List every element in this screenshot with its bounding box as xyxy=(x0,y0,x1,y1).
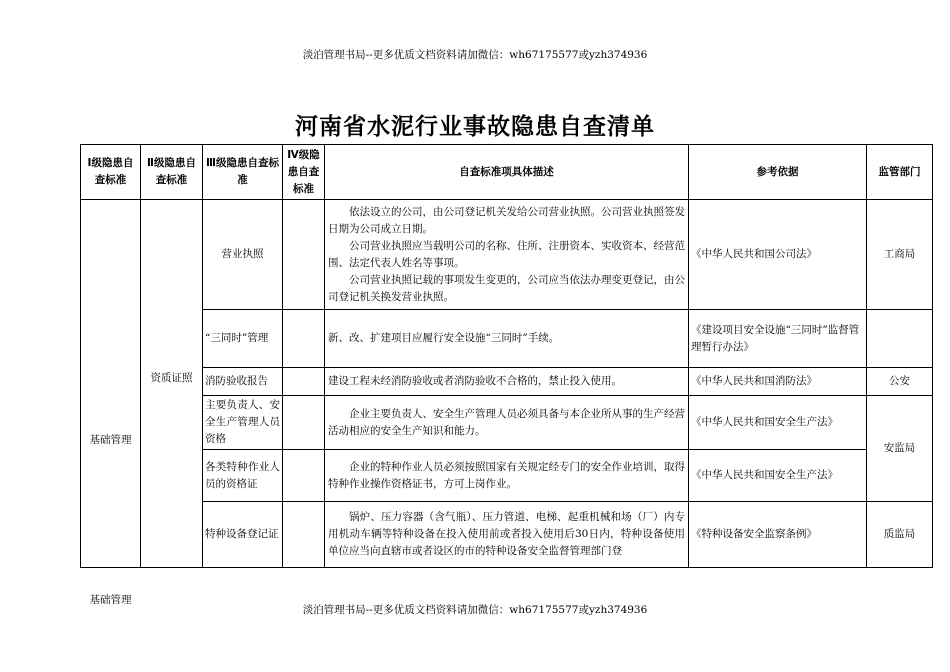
description-cell xyxy=(325,310,689,368)
table-row xyxy=(81,310,933,368)
level1-label: 基础管理 xyxy=(89,434,132,446)
level3-cell: 主要负责人、安全生产管理人员资格 xyxy=(203,396,283,450)
table-row xyxy=(81,200,933,310)
department-cell: 工商局 xyxy=(867,200,933,310)
reference-cell: 《建设项目安全设施“三同时”监督管理暂行办法》 xyxy=(689,310,867,368)
reference-cell: 《中华人民共和国公司法》 xyxy=(689,200,867,310)
description-text: 建设工程未经消防验收或者消防验收不合格的，禁止投入使用。 xyxy=(328,375,622,387)
reference-cell: 《中华人民共和国安全生产法》 xyxy=(689,450,867,502)
page-footer: 淡泊管理书局--更多优质文档资料请加微信：wh67175577或yzh374936 xyxy=(302,604,648,616)
level4-cell xyxy=(283,368,325,396)
description-paragraph: 企业的特种作业人员必须按照国家有关规定经专门的安全作业培训，取得特种作业操作资格证书，方可上岗作业。 xyxy=(328,460,685,490)
description-text: 新、改、扩建项目应履行安全设施“三同时”手续。 xyxy=(328,332,560,344)
description-cell xyxy=(325,200,689,310)
department-cell xyxy=(867,310,933,368)
description-paragraph: 企业主要负责人、安全生产管理人员必须具备与本企业所从事的生产经营活动相应的安全生产知识和能力。 xyxy=(328,407,685,437)
level3-cell: 消防验收报告 xyxy=(203,368,283,396)
col-header-level3: Ⅲ级隐患自查标准 xyxy=(203,145,283,200)
level4-cell xyxy=(283,310,325,368)
table-row xyxy=(81,368,933,396)
level4-cell xyxy=(283,396,325,450)
level3-cell: 营业执照 xyxy=(203,200,283,310)
level1-cell xyxy=(81,200,141,606)
level2-label: 资质证照 xyxy=(150,372,193,384)
description-cell xyxy=(325,450,689,502)
level4-cell xyxy=(283,450,325,502)
page-header: 淡泊管理书局--更多优质文档资料请加微信：wh67175577或yzh374936 xyxy=(302,49,648,61)
table-row xyxy=(81,502,933,568)
level1-label-repeat: 基础管理 xyxy=(89,594,132,606)
table-row xyxy=(81,396,933,450)
level3-cell: 各类特种作业人员的资格证 xyxy=(203,450,283,502)
checklist-table xyxy=(80,144,933,606)
col-header-level2: Ⅱ级隐患自查标准 xyxy=(141,145,203,200)
reference-cell: 《特种设备安全监察条例》 xyxy=(689,502,867,568)
description-paragraph: 公司营业执照应当载明公司的名称、住所、注册资本、实收资本、经营范围、法定代表人姓名等事项。 xyxy=(328,239,685,269)
description-cell xyxy=(325,396,689,450)
level4-cell xyxy=(283,502,325,568)
col-header-level1: Ⅰ级隐患自查标准 xyxy=(81,145,141,200)
table-header-row xyxy=(81,145,933,200)
level3-cell: “三同时”管理 xyxy=(203,310,283,368)
department-cell: 安监局 xyxy=(867,396,933,502)
checklist-table-wrapper xyxy=(80,144,921,606)
level4-cell xyxy=(283,200,325,310)
description-cell xyxy=(325,502,689,568)
col-header-reference: 参考依据 xyxy=(689,145,867,200)
department-cell: 公安 xyxy=(867,368,933,396)
table-row xyxy=(81,450,933,502)
department-cell: 质监局 xyxy=(867,502,933,568)
col-header-department: 监管部门 xyxy=(867,145,933,200)
description-paragraph: 依法设立的公司，由公司登记机关发给公司营业执照。公司营业执照签发日期为公司成立日期。 xyxy=(328,205,685,235)
reference-cell: 《中华人民共和国消防法》 xyxy=(689,368,867,396)
col-header-level4: Ⅳ级隐患自查标准 xyxy=(283,145,325,200)
description-cell xyxy=(325,368,689,396)
level2-cell xyxy=(141,200,203,568)
description-paragraph: 锅炉、压力容器（含气瓶）、压力管道、电梯、起重机械和场（厂）内专用机动车辆等特种设备在投入使用前或者投入使用后30日内，特种设备使用单位应当向直辖市或者设区的市的特种设备安全监督管理部门登 xyxy=(328,511,685,557)
col-header-description: 自查标准项具体描述 xyxy=(325,145,689,200)
level3-cell: 特种设备登记证 xyxy=(203,502,283,568)
description-paragraph: 公司营业执照记载的事项发生变更的，公司应当依法办理变更登记，由公司登记机关换发营业执照。 xyxy=(328,273,685,303)
reference-cell: 《中华人民共和国安全生产法》 xyxy=(689,396,867,450)
document-title: 河南省水泥行业事故隐患自查清单 xyxy=(295,114,655,140)
